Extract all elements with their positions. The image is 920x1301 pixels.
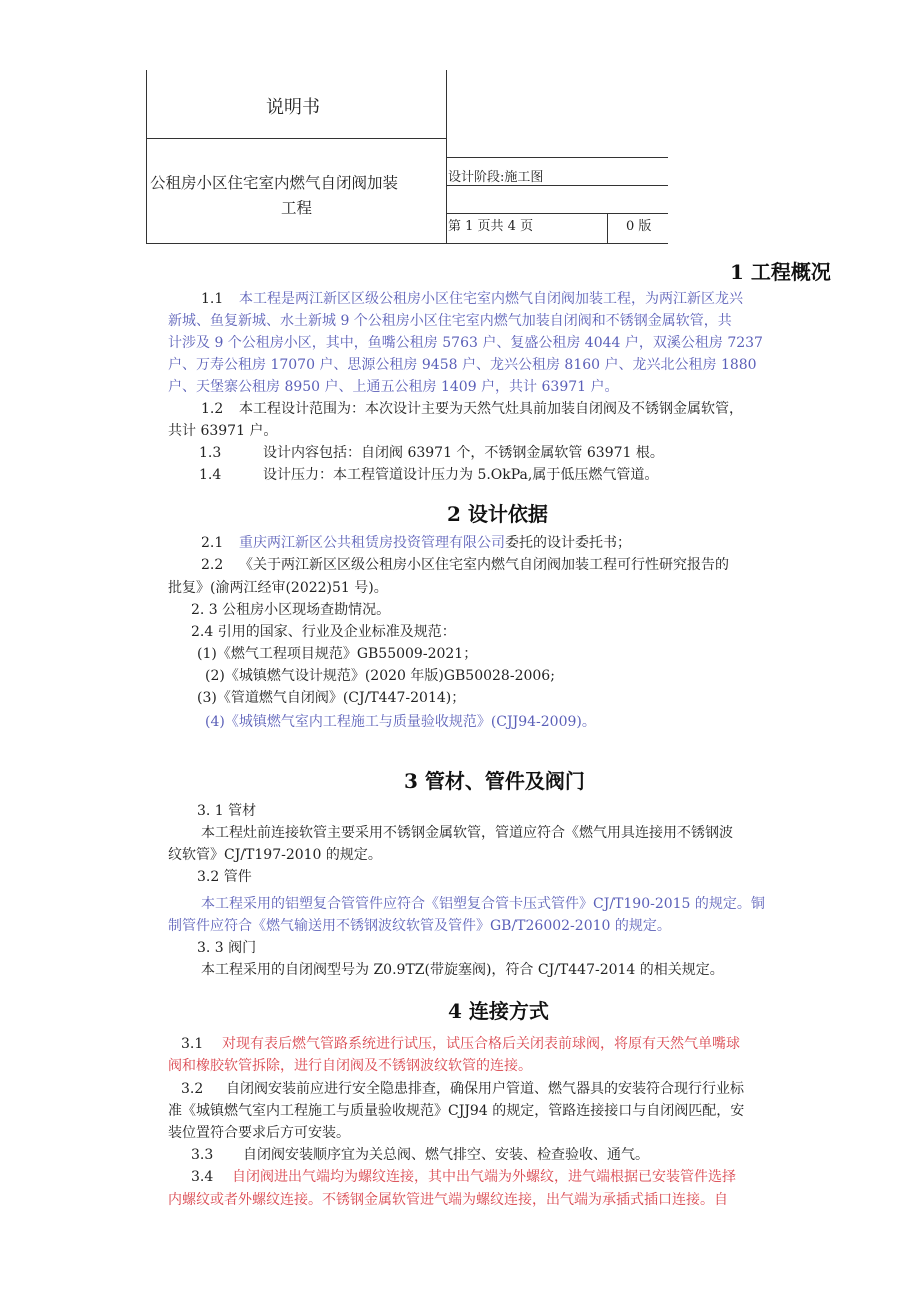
h3-2-fittings: 3.2 管件 (197, 869, 252, 885)
p2-3-text: 2. 3 公租房小区现场查勘情况。 (191, 602, 391, 618)
p4-4-line1: 自闭阀进出气端均为螺纹连接，其中出气端为外螺纹，进气端根据已安装管件选择 (232, 1169, 736, 1185)
p3-2-line1: 本工程采用的铝塑复合管管件应符合《铝塑复合管卡压式管件》CJ/T190-2015 的规定。铜 (201, 896, 765, 912)
p1-1-number: 1.1 (201, 291, 224, 307)
version-label: 0 版 (626, 219, 652, 234)
p2-4-text: 2.4 引用的国家、行业及企业标准及规范： (191, 624, 456, 640)
p3-1-line2: 纹软管》CJ/T197-2010 的规定。 (168, 847, 382, 863)
section-2-heading: 2 设计依据 (447, 502, 548, 526)
design-stage: 设计阶段:施工图 (448, 170, 544, 185)
p1-1-line4: 户、万寿公租房 17070 户、思源公租房 9458 户、龙兴公租房 8160 户、龙兴北公租房 1880 (168, 357, 757, 373)
standard-4: (4)《城镇燃气室内工程施工与质量验收规范》(CJJ94-2009)。 (205, 714, 596, 730)
p2-2-line1: 《关于两江新区区级公租房小区住宅室内燃气自闭阀加装工程可行性研究报告的 (239, 557, 729, 573)
h3-1-pipe: 3. 1 管材 (197, 803, 257, 819)
p2-1-text (239, 532, 631, 554)
p1-3-text: 设计内容包括：自闭阀 63971 个，不锈钢金属软管 63971 根。 (263, 445, 664, 461)
section-1-heading: 1 工程概况 (730, 260, 831, 284)
p1-1-line2: 新城、鱼复新城、水土新城 9 个公租房小区住宅室内燃气加装自闭阀和不锈钢金属软管，共 (168, 313, 732, 329)
p4-4-line2: 内螺纹或者外螺纹连接。不锈钢金属软管进气端为螺纹连接，出气端为承插式插口连接。自 (168, 1192, 728, 1208)
p1-1-line3: 计涉及 9 个公租房小区，其中，鱼嘴公租房 5763 户、复盛公租房 4044 户，双溪公租房 7237 (168, 335, 763, 351)
p2-1-number: 2.1 (201, 535, 224, 551)
p1-1-line5: 户、天堡寨公租房 8950 户、上通五公租房 1409 户，共计 63971 户。 (168, 379, 619, 395)
page-count: 第 1 页共 4 页 (448, 219, 534, 234)
p1-3-number: 1.3 (199, 445, 222, 461)
p1-4-text: 设计压力：本工程管道设计压力为 5.OkPa,属于低压燃气管道。 (263, 467, 659, 483)
tb-version-divider (607, 213, 608, 244)
tb-left-divider (146, 138, 447, 139)
p1-1-line1: 本工程是两江新区区级公租房小区住宅室内燃气自闭阀加装工程，为两江新区龙兴 (239, 291, 743, 307)
p2-2-line2: 批复》(渝两江经审(2022)51 号)。 (168, 580, 388, 596)
p4-2-line2: 准《城镇燃气室内工程施工与质量验收规范》CJJ94 的规定，管路连接接口与自闭阀匹配，安 (168, 1103, 745, 1119)
p3-3-text: 本工程采用的自闭阀型号为 Z0.9TZ(带旋塞阀)，符合 CJ/T447-2014 的相关规定。 (201, 962, 724, 978)
p4-1-line1: 对现有表后燃气管路系统进行试压，试压合格后关闭表前球阀，将原有天然气单嘴球 (222, 1036, 740, 1052)
p2-2-number: 2.2 (201, 557, 224, 573)
p1-2-line1: 本工程设计范围为：本次设计主要为天然气灶具前加装自闭阀及不锈钢金属软管， (239, 401, 743, 417)
doc-title: 说明书 (266, 97, 320, 118)
section-3-heading: 3 管材、管件及阀门 (404, 769, 585, 793)
standard-3: (3)《管道燃气自闭阀》(CJ/T447-2014)； (197, 690, 466, 706)
project-title-line2: 工程 (281, 199, 313, 217)
p4-1-line2: 阀和橡胶软管拆除，进行自闭阀及不锈钢波纹软管的连接。 (168, 1058, 532, 1074)
p1-2-number: 1.2 (201, 401, 224, 417)
tb-right-line1 (446, 157, 668, 158)
p4-1-number: 3.1 (181, 1036, 204, 1052)
section-4-heading: 4 连接方式 (448, 999, 549, 1023)
tb-right-line2 (446, 185, 668, 186)
project-title-line1: 公租房小区住宅室内燃气自闭阀加装 (150, 174, 399, 192)
tb-left-border (146, 70, 147, 244)
p4-4-number: 3.4 (191, 1169, 214, 1185)
p3-1-line1: 本工程灶前连接软管主要采用不锈钢金属软管，管道应符合《燃气用具连接用不锈钢波 (201, 825, 733, 841)
p4-3-number: 3.3 (191, 1147, 214, 1163)
p2-1-organization: 重庆两江新区公共租赁房投资管理有限公司 (239, 535, 505, 551)
h3-3-valves: 3. 3 阀门 (197, 940, 257, 956)
p1-2-line2: 共计 63971 户。 (168, 423, 278, 439)
standard-2: (2)《城镇燃气设计规范》(2020 年版)GB50028-2006; (205, 668, 555, 684)
p2-1-rest: 委托的设计委托书； (505, 535, 631, 551)
standard-1: (1)《燃气工程项目规范》GB55009-2021； (197, 646, 478, 662)
p4-3-text: 自闭阀安装顺序宜为关总阀、燃气排空、安装、检查验收、通气。 (243, 1147, 649, 1163)
p3-2-line2: 制管件应符合《燃气输送用不锈钢波纹软管及管件》GB/T26002-2010 的规定。 (168, 918, 671, 934)
tb-bottom-border (146, 243, 668, 244)
p1-4-number: 1.4 (199, 467, 222, 483)
p4-2-line1: 自闭阀安装前应进行安全隐患排查，确保用户管道、燃气器具的安装符合现行行业标 (226, 1081, 744, 1097)
p4-2-line3: 装位置符合要求后方可安装。 (168, 1125, 350, 1141)
tb-right-line3 (446, 213, 668, 214)
p4-2-number: 3.2 (181, 1081, 204, 1097)
